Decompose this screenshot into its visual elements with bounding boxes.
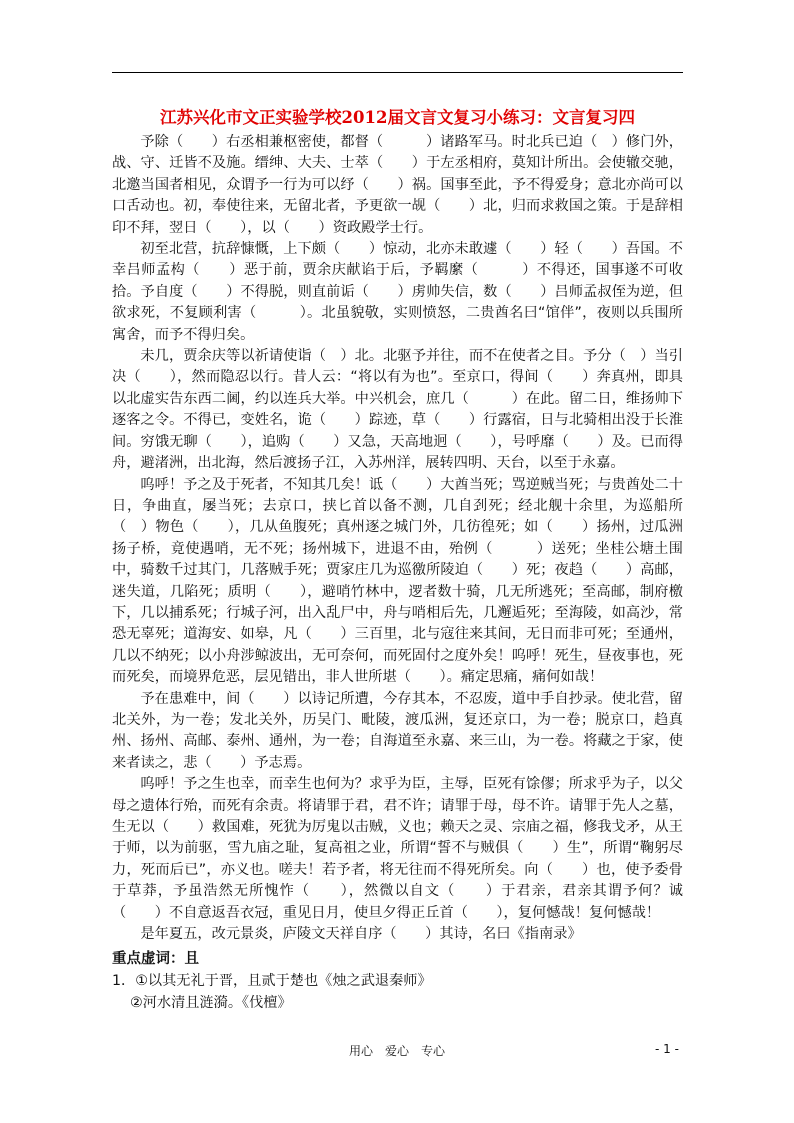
paragraph-2: 初至北营，抗辞慷慨，上下颇（ ）惊动，北亦未敢遽（ ）轻（ ）吾国。不幸吕师孟构（ ）恶于前，贾余庆献谄于后，予羁縻（ ）不得还，国事遂不可收拾。予自度（ ）不得脱，则直前诟（ ）虏帅失信，数（ ）吕师孟叔侄为逆，但欲求死，不复顾利害（ ）。北虽貌敬，实则愤怒，二贵酋名曰“馆伴”，夜则以兵围所寓舍，而予不得归矣。 (112, 241, 683, 343)
exercise-line-1: 1．①以其无礼于晋，且贰于楚也《烛之武退秦师》 (112, 973, 432, 989)
paragraph-4: 呜呼！予之及于死者，不知其几矣！诋（ ）大酋当死；骂逆贼当死；与贵酋处二十日，争曲直，屡当死；去京口，挟匕首以备不测，几自刭死；经北舰十余里，为巡船所（ ）物色（ ），几从鱼腹死；真州逐之城门外，几彷徨死；如（ ）扬州，过瓜洲扬子桥，竟使遇哨，无不死；扬州城下，进退不由，殆例（ ）送死；坐桂公塘土围中，骑数千过其门，几落贼手死；贾家庄几为巡徼所陵迫（ ）死；夜趋（ ）高邮，迷失道，几陷死；质明（ ），避哨竹林中，逻者数十骑，几无所逃死；至高邮，制府檄下，几以捕系死；行城子河，出入乱尸中，舟与哨相后先，几邂逅死；至海陵，如高沙，常恐无辜死；道海安、如皋，凡（ ）三百里，北与寇往来其间，无日而非可死；至通州，几以不纳死；以小舟涉鲸波出，无可奈何，而死固付之度外矣！呜呼！死生，昼夜事也，死而死矣，而境界危恶，层见错出，非人世所堪（ ）。痛定思痛，痛何如哉！ (112, 476, 683, 686)
exercise-line-2: ②河水清且涟漪。《伐檀》 (130, 995, 292, 1011)
paragraph-5: 予在患难中，间（ ）以诗记所遭，今存其本，不忍废，道中手自抄录。使北营，留北关外，为一卷；发北关外，历吴门、毗陵，渡瓜洲，复还京口，为一卷；脱京口，趋真州、扬州、高邮、泰州、通州，为一卷；自海道至永嘉、来三山，为一卷。将藏之于家，使来者读之，悲（ ）予志焉。 (112, 690, 683, 771)
page-number: - 1 - (655, 1042, 679, 1056)
paragraph-6: 呜呼！予之生也幸，而幸生也何为？求乎为臣，主辱，臣死有馀僇；所求乎为子，以父母之遗体行殆，而死有余责。将请罪于君，君不许；请罪于母，母不许。请罪于先人之墓，生无以（ ）救国难，死犹为厉鬼以击贼，义也；赖天之灵、宗庙之福，修我戈矛，从王于师，以为前驱，雪九庙之耻，复高祖之业，所谓“誓不与贼俱（ ）生”，所谓“鞠躬尽力，死而后已”，亦义也。嗟夫！若予者，将无往而不得死所矣。向（ ）也，使予委骨于草莽，予虽浩然无所愧怍（ ），然微以自文（ ）于君亲，君亲其谓予何？诚（ ）不自意返吾衣冠，重见日月，使旦夕得正丘首（ ），复何憾哉！复何憾哉！ (112, 776, 683, 921)
passage (112, 132, 683, 945)
paragraph-3: 未几，贾余庆等以祈请使诣（ ）北。北驱予并往，而不在使者之目。予分（ ）当引决（ ），然而隐忍以行。昔人云：“将以有为也”。至京口，得间（ ）奔真州，即具以北虚实告东西二阃，约以连兵大举。中兴机会，庶几（ ）在此。留二日，维扬帅下逐客之令。不得已，变姓名，诡（ ）踪迹，草（ ）行露宿，日与北骑相出没于长淮间。穷饿无聊（ ），追购（ ）又急，天高地迥（ ），号呼靡（ ）及。已而得舟，避渚洲，出北海，然后渡扬子江，入苏州洋，展转四明、天台，以至于永嘉。 (112, 348, 683, 472)
paragraph-7: 是年夏五，改元景炎，庐陵文天祥自序（ ）其诗，名曰《指南录》 (140, 926, 582, 943)
paragraph-1: 予除（ ）右丞相兼枢密使，都督（ ）诸路军马。时北兵已迫（ ）修门外，战、守、迁皆不及施。缙绅、大夫、士萃（ ）于左丞相府，莫知计所出。会使辙交驰，北邀当国者相见，众谓予一行为可以纾（ ）祸。国事至此，予不得爱身；意北亦尚可以口舌动也。初，奉使往来，无留北者，予更欲一觇（ ）北，归而求救国之策。于是辞相印不拜，翌日（ ），以（ ）资政殿学士行。 (112, 134, 683, 236)
section-heading: 重点虚词：且 (112, 951, 199, 967)
document-title: 江苏兴化市文正实验学校2012届文言文复习小练习：文言复习四 (160, 108, 635, 127)
header-rule (112, 72, 683, 73)
page-footer: 用心 爱心 专心 (348, 1044, 445, 1058)
